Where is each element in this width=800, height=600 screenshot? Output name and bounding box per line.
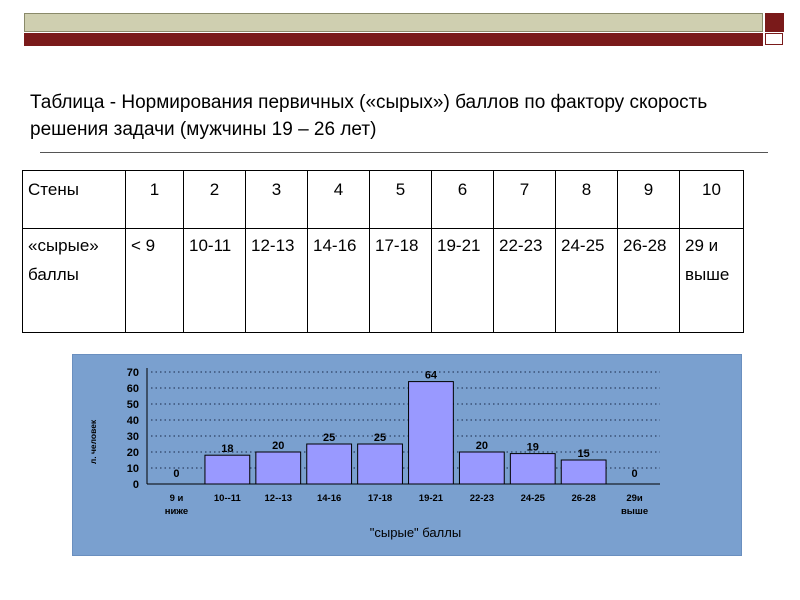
bar xyxy=(459,452,504,484)
y-tick-label: 10 xyxy=(126,463,139,475)
bar xyxy=(358,444,403,484)
table-cell: 26-28 xyxy=(618,229,680,333)
x-tick-label: 24-25 xyxy=(520,493,545,504)
x-tick-label: 9 и ниже xyxy=(164,493,189,517)
header-decor-square xyxy=(765,13,784,32)
data-label: 64 xyxy=(424,369,438,382)
table-cell: 10 xyxy=(680,171,744,229)
bar xyxy=(307,444,352,484)
y-tick-label: 30 xyxy=(126,431,139,443)
y-axis-title: л. человек xyxy=(88,419,98,465)
y-tick-label: 20 xyxy=(126,447,139,459)
table-cell: 14-16 xyxy=(308,229,370,333)
table-cell: 17-18 xyxy=(370,229,432,333)
x-tick-label: 19-21 xyxy=(418,493,444,504)
table-cell: 29 и выше xyxy=(680,229,744,333)
table-row xyxy=(23,171,744,229)
bar xyxy=(510,454,555,484)
y-tick-label: 60 xyxy=(126,383,139,395)
y-tick-label: 40 xyxy=(126,415,139,427)
table-row xyxy=(23,229,744,333)
table-cell: 24-25 xyxy=(556,229,618,333)
data-label: 15 xyxy=(577,448,590,460)
header-decor-bar xyxy=(24,13,763,32)
table-cell: «сырые» баллы xyxy=(23,229,126,333)
data-label: 25 xyxy=(323,432,336,444)
histogram-chart xyxy=(72,354,742,556)
table-cell: 1 xyxy=(126,171,184,229)
table-cell: 9 xyxy=(618,171,680,229)
table-cell: 4 xyxy=(308,171,370,229)
x-tick-label: 29и выше xyxy=(620,493,649,517)
bar xyxy=(205,455,250,484)
table-cell: 2 xyxy=(184,171,246,229)
bar xyxy=(409,382,454,484)
x-tick-label: 12--13 xyxy=(264,493,292,504)
y-tick-label: 50 xyxy=(126,399,139,411)
header-accent-bar xyxy=(24,33,763,46)
x-tick-label: 22-23 xyxy=(469,493,495,504)
data-label: 25 xyxy=(373,432,387,444)
data-label: 0 xyxy=(631,468,638,480)
table-cell: 22-23 xyxy=(494,229,556,333)
bar xyxy=(561,460,606,484)
norms-table xyxy=(22,170,744,333)
chart-canvas xyxy=(73,355,743,557)
table-cell: 7 xyxy=(494,171,556,229)
table-cell: Стены xyxy=(23,171,126,229)
table-cell: 8 xyxy=(556,171,618,229)
table-cell: 3 xyxy=(246,171,308,229)
data-label: 19 xyxy=(526,441,539,454)
table-cell: 5 xyxy=(370,171,432,229)
slide-title: Таблица - Нормирования первичных («сырых») баллов по фактору скорость решения задачи (мужчины 19 – 26 лет) xyxy=(30,92,708,140)
bar xyxy=(256,452,301,484)
x-axis-title: "сырые" баллы xyxy=(369,525,462,540)
y-tick-label: 70 xyxy=(126,367,139,379)
data-label: 20 xyxy=(272,440,285,452)
y-tick-label: 0 xyxy=(132,479,139,491)
table-cell: 6 xyxy=(432,171,494,229)
x-tick-label: 17-18 xyxy=(367,493,393,504)
x-tick-label: 14-16 xyxy=(316,493,342,504)
x-tick-label: 10--11 xyxy=(213,493,241,504)
x-tick-label: 26-28 xyxy=(571,493,596,504)
table-cell: 12-13 xyxy=(246,229,308,333)
table-cell: < 9 xyxy=(126,229,184,333)
table-cell: 19-21 xyxy=(432,229,494,333)
header-decor-square-outline xyxy=(765,33,783,45)
table-cell: 10-11 xyxy=(184,229,246,333)
data-label: 20 xyxy=(475,440,488,452)
data-label: 18 xyxy=(221,443,234,456)
title-divider xyxy=(40,152,768,153)
data-label: 0 xyxy=(173,468,180,480)
